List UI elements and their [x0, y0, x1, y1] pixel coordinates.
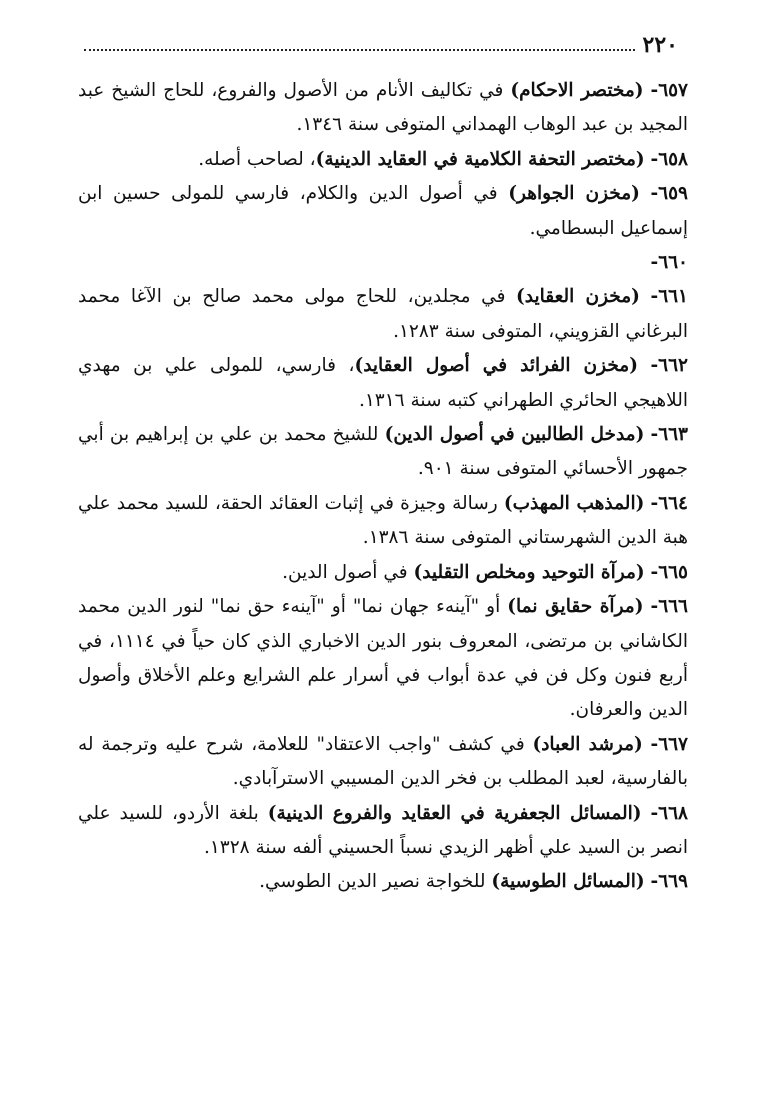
- entry-662: [78, 349, 688, 418]
- entry-title: (مختصر الاحكام): [510, 80, 644, 101]
- entry-number: ٦٥٨-: [650, 148, 688, 170]
- entry-title: (مدخل الطالبين في أصول الدين): [384, 424, 645, 446]
- entry-title: (مختصر التحفة الكلامية في العقايد الدينية): [315, 148, 645, 170]
- entry-665: [78, 556, 688, 590]
- entry-number: ٦٦٥-: [650, 561, 688, 583]
- entry-number: ٦٦٤-: [650, 492, 688, 514]
- entry-659: [78, 177, 688, 246]
- entry-number: ٦٦٢-: [650, 355, 688, 377]
- entry-title: (مخزن العقايد): [516, 286, 640, 308]
- entry-title: (مخزن الفرائد في أصول العقايد): [354, 355, 638, 377]
- page-number: ٢٢٠: [642, 32, 678, 58]
- entry-title: (مرشد العباد): [532, 733, 643, 755]
- entry-text: رسالة وجيزة في إثبات العقائد الحقة، للسيد محمد علي هبة الدين الشهرستاني المتوفى سنة ١٣٨٦.: [78, 492, 688, 549]
- entries-list: [78, 74, 688, 900]
- entry-664: [78, 487, 688, 556]
- entry-text: في كشف "واجب الاعتقاد" للعلامة، شرح عليه وترجمة له بالفارسية، لعبد المطلب بن فخر الدين المسيبي الاسترآبادي.: [78, 733, 688, 790]
- entry-663: [78, 418, 688, 487]
- entry-number: ٦٦٧-: [650, 733, 688, 755]
- entry-title: (المذهب المهذب): [503, 492, 645, 514]
- entry-number: ٦٥٧-: [650, 80, 688, 101]
- entry-number: ٦٦٩-: [650, 871, 688, 893]
- entry-title: (مرآة التوحيد ومخلص التقليد): [413, 561, 645, 583]
- entry-text: للشيخ محمد بن علي بن إبراهيم بن أبي جمهور الأحسائي المتوفى سنة ٩٠١.: [78, 424, 688, 480]
- entry-657: [78, 74, 688, 143]
- entry-title: (مرآة حقايق نما): [507, 596, 644, 618]
- entry-text: بلغة الأردو، للسيد علي انصر بن السيد علي أظهر الزيدي نسباً الحسيني ألفه سنة ١٣٢٨.: [78, 802, 688, 858]
- entry-669: [78, 865, 688, 899]
- header-dotted-rule: [84, 49, 635, 51]
- entry-number: ٦٦٨-: [650, 802, 688, 824]
- entry-number: ٦٦٣-: [650, 424, 688, 446]
- entry-text: في تكاليف الأنام من الأصول والفروع، للحاج الشيخ عبد المجيد بن عبد الوهاب الهمداني المتوفى سنة ١٣٤٦.: [78, 80, 688, 136]
- page-header: [84, 30, 678, 60]
- entry-text: في مجلدين، للحاج مولى محمد صالح بن الآغا محمد البرغاني القزويني، المتوفى سنة ١٢٨٣.: [78, 286, 688, 342]
- entry-title: (المسائل الجعفرية في العقايد والفروع الدينية): [267, 802, 642, 824]
- entry-661: [78, 280, 688, 349]
- entry-title: (المسائل الطوسية): [491, 871, 645, 893]
- entry-title: (مخزن الجواهر): [508, 183, 640, 205]
- entry-text: ، فارسي، للمولى علي بن مهدي اللاهيجي الحائري الطهراني كتبه سنة ١٣١٦.: [78, 355, 688, 411]
- entry-667: [78, 728, 688, 797]
- entry-number: ٦٦٦-: [650, 596, 688, 618]
- entry-658: [78, 143, 688, 177]
- entry-text: ، لصاحب أصله.: [198, 148, 316, 170]
- entry-number: ٦٦١-: [650, 286, 688, 308]
- entry-text: أو "آينهء جهان نما" أو "آينهء حق نما" لنور الدين محمد الكاشاني بن مرتضى، المعروف بنور الدين الاخباري الذي كان حياً في ١١١٤، في أربع فنون وكل فن في عدة أبواب في أسرار علم الشرايع وعلم الأخلاق وأصول الدين والعرفان.: [78, 596, 688, 721]
- entry-668: [78, 797, 688, 866]
- entry-660: [78, 246, 688, 280]
- entry-number: ٦٦٠-: [650, 252, 688, 274]
- entry-text: في أصول الدين والكلام، فارسي للمولى حسين ابن إسماعيل البسطامي.: [78, 183, 688, 239]
- entry-text: للخواجة نصير الدين الطوسي.: [259, 871, 492, 893]
- entry-666: [78, 590, 688, 728]
- entry-number: ٦٥٩-: [650, 183, 688, 205]
- entry-text: في أصول الدين.: [282, 561, 414, 583]
